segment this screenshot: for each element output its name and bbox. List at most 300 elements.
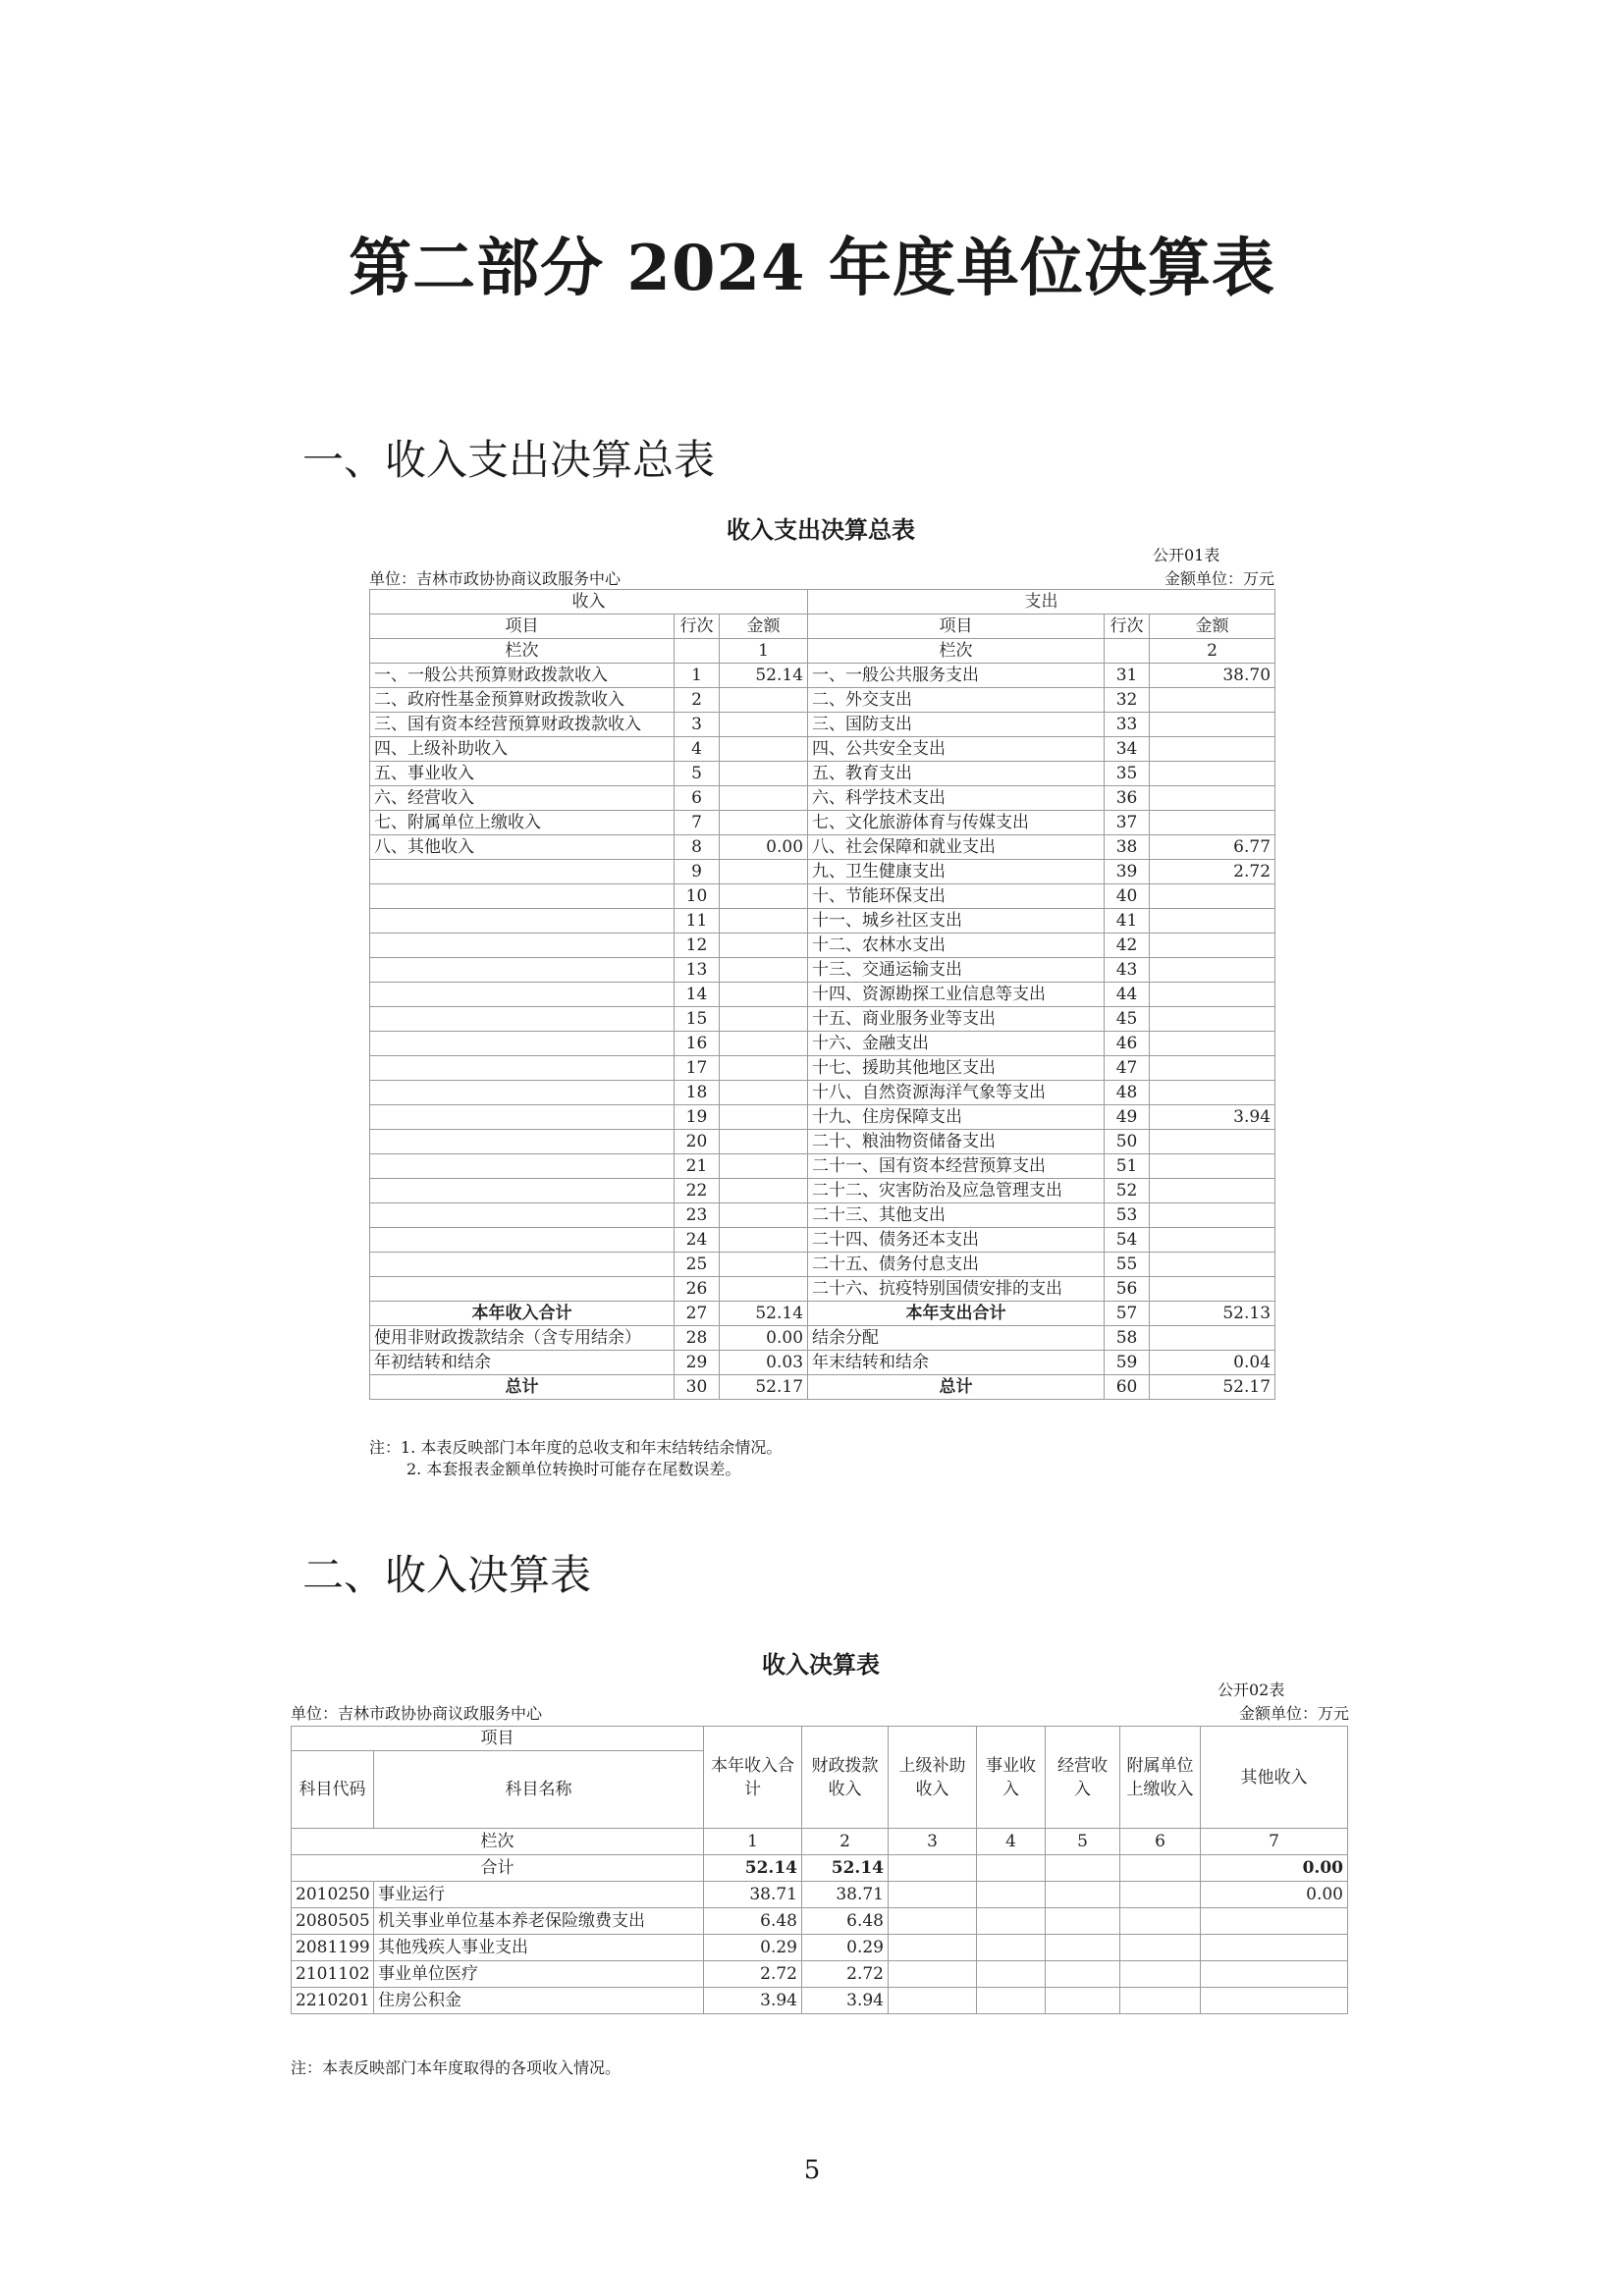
row-other-income: [1201, 1988, 1348, 2014]
table-row: [370, 1203, 1275, 1228]
expense-summary-amount: 52.17: [1150, 1375, 1275, 1400]
income-amount: [720, 958, 808, 983]
table-row: [370, 1032, 1275, 1056]
income-amount-header: 金额: [720, 614, 808, 639]
income-summary-row-no: 29: [675, 1351, 720, 1375]
table-row: [292, 1988, 1348, 2014]
income-row-no: 8: [675, 835, 720, 860]
table2-total-affiliated: [1120, 1855, 1201, 1882]
income-item: [370, 884, 675, 909]
income-row-no: 19: [675, 1105, 720, 1130]
expense-summary-row-no: 59: [1105, 1351, 1150, 1375]
income-summary-amount: 52.17: [720, 1375, 808, 1400]
code-header: 科目代码: [292, 1751, 374, 1829]
row-total-income: 2.72: [704, 1961, 802, 1988]
table2-col-no: 1: [704, 1829, 802, 1855]
income-amount: [720, 737, 808, 762]
expense-amount: [1150, 1228, 1275, 1253]
expense-row-no: 37: [1105, 811, 1150, 835]
income-amount: [720, 1081, 808, 1105]
income-summary-item: 年初结转和结余: [370, 1351, 675, 1375]
income-row-no: 21: [675, 1154, 720, 1179]
table-row: [370, 1228, 1275, 1253]
expense-amount: [1150, 1277, 1275, 1302]
expense-amount: [1150, 1081, 1275, 1105]
income-amount: 52.14: [720, 664, 808, 688]
income-row-no: 20: [675, 1130, 720, 1154]
subject-name: 机关事业单位基本养老保险缴费支出: [374, 1908, 704, 1935]
income-row-no: 16: [675, 1032, 720, 1056]
expense-item: 十四、资源勘探工业信息等支出: [808, 983, 1105, 1007]
row-affiliated-income: [1120, 1908, 1201, 1935]
page-number: 5: [803, 2156, 821, 2185]
income-amount: [720, 1007, 808, 1032]
table-row: [370, 664, 1275, 688]
income-row-no: 15: [675, 1007, 720, 1032]
table-row: [370, 1253, 1275, 1277]
expense-amount: [1150, 737, 1275, 762]
table2-form-no: 公开02表: [1218, 1681, 1285, 1699]
expense-item: 十七、援助其他地区支出: [808, 1056, 1105, 1081]
row-operating-income: [1046, 1935, 1120, 1961]
expense-amount: [1150, 1032, 1275, 1056]
table1-note1: 注：1. 本表反映部门本年度的总收支和年末结转结余情况。: [369, 1438, 783, 1457]
table2-total-other: 0.00: [1201, 1855, 1348, 1882]
expense-row-no: 38: [1105, 835, 1150, 860]
income-item: 二、政府性基金预算财政拨款收入: [370, 688, 675, 713]
expense-amount: 2.72: [1150, 860, 1275, 884]
expense-item: 十九、住房保障支出: [808, 1105, 1105, 1130]
income-summary-amount: 0.00: [720, 1326, 808, 1351]
table-row: [370, 1105, 1275, 1130]
table2-lanci-row: [292, 1829, 1348, 1855]
expense-amount: [1150, 786, 1275, 811]
expense-amount: [1150, 762, 1275, 786]
row-total-income: 38.71: [704, 1882, 802, 1908]
expense-item: 二十六、抗疫特别国债安排的支出: [808, 1277, 1105, 1302]
expense-row-no: 45: [1105, 1007, 1150, 1032]
income-row-no: 13: [675, 958, 720, 983]
expense-row-no: 35: [1105, 762, 1150, 786]
table-row: [370, 1179, 1275, 1203]
table-row: [370, 909, 1275, 934]
table2-total-upper: [889, 1855, 977, 1882]
income-amount: [720, 1277, 808, 1302]
row-fiscal-income: 38.71: [802, 1882, 889, 1908]
expense-row-no: 47: [1105, 1056, 1150, 1081]
expense-amount: [1150, 1130, 1275, 1154]
expense-amount: [1150, 884, 1275, 909]
table1-amount-unit: 金额单位：万元: [1164, 569, 1274, 588]
expense-summary-item: 总计: [808, 1375, 1105, 1400]
expense-lanci-empty: [1105, 639, 1150, 664]
income-amount: [720, 860, 808, 884]
income-row-no: 5: [675, 762, 720, 786]
income-summary-item: 使用非财政拨款结余（含专用结余）: [370, 1326, 675, 1351]
income-row-no: 10: [675, 884, 720, 909]
income-amount: [720, 983, 808, 1007]
income-item: [370, 1179, 675, 1203]
income-item: 八、其他收入: [370, 835, 675, 860]
expense-row-no: 34: [1105, 737, 1150, 762]
row-fiscal-income: 6.48: [802, 1908, 889, 1935]
income-amount: [720, 934, 808, 958]
table-row: [370, 983, 1275, 1007]
expense-amount: [1150, 811, 1275, 835]
subject-code: 2101102: [292, 1961, 374, 1988]
expense-item: 九、卫生健康支出: [808, 860, 1105, 884]
table1-header-cols: [370, 614, 1275, 639]
table2-col-no: 5: [1046, 1829, 1120, 1855]
table-row: [370, 713, 1275, 737]
expense-summary-amount: 52.13: [1150, 1302, 1275, 1326]
subject-name: 住房公积金: [374, 1988, 704, 2014]
table2-total-business: [977, 1855, 1046, 1882]
income-amount: [720, 1105, 808, 1130]
table2-amount-unit: 金额单位：万元: [1238, 1704, 1349, 1723]
table2-col-no: 7: [1201, 1829, 1348, 1855]
income-amount: [720, 786, 808, 811]
income-amount: [720, 811, 808, 835]
table-row: [370, 1154, 1275, 1179]
row-total-income: 0.29: [704, 1935, 802, 1961]
income-summary-item: 总计: [370, 1375, 675, 1400]
income-expense-summary-table: [369, 589, 1275, 1400]
income-item-header: 项目: [370, 614, 675, 639]
expense-amount: [1150, 909, 1275, 934]
expense-row-no: 44: [1105, 983, 1150, 1007]
operating-income-header: 经营收入: [1046, 1727, 1120, 1829]
row-affiliated-income: [1120, 1988, 1201, 2014]
table2-total-income: 52.14: [704, 1855, 802, 1882]
row-business-income: [977, 1961, 1046, 1988]
expense-amount: [1150, 1179, 1275, 1203]
expense-header: 支出: [808, 590, 1275, 614]
income-item: 七、附属单位上缴收入: [370, 811, 675, 835]
income-item: [370, 909, 675, 934]
table1-title: 收入支出决算总表: [727, 516, 915, 544]
table2-note: 注：本表反映部门本年度取得的各项收入情况。: [291, 2058, 622, 2077]
expense-summary-amount: [1150, 1326, 1275, 1351]
income-row-no: 25: [675, 1253, 720, 1277]
income-row-no: 26: [675, 1277, 720, 1302]
income-item: 五、事业收入: [370, 762, 675, 786]
table-row: [292, 1961, 1348, 1988]
table-row: [292, 1908, 1348, 1935]
total-income-header: 本年收入合计: [704, 1727, 802, 1829]
expense-amount: [1150, 1007, 1275, 1032]
expense-item: 六、科学技术支出: [808, 786, 1105, 811]
table-row: [370, 1007, 1275, 1032]
subject-code: 2081199: [292, 1935, 374, 1961]
income-item: 三、国有资本经营预算财政拨款收入: [370, 713, 675, 737]
income-summary-item: 本年收入合计: [370, 1302, 675, 1326]
income-row-no: 4: [675, 737, 720, 762]
income-amount: [720, 1130, 808, 1154]
expense-item: 四、公共安全支出: [808, 737, 1105, 762]
expense-row-no: 40: [1105, 884, 1150, 909]
expense-row-no: 56: [1105, 1277, 1150, 1302]
other-income-header: 其他收入: [1201, 1727, 1348, 1829]
income-item: [370, 860, 675, 884]
expense-item: 十五、商业服务业等支出: [808, 1007, 1105, 1032]
row-affiliated-income: [1120, 1961, 1201, 1988]
income-row-no: 18: [675, 1081, 720, 1105]
table-row: [292, 1935, 1348, 1961]
income-row-no: 2: [675, 688, 720, 713]
table-row: [370, 786, 1275, 811]
income-row-no: 11: [675, 909, 720, 934]
table1-lanci-row: [370, 639, 1275, 664]
expense-row-no: 42: [1105, 934, 1150, 958]
subject-code: 2210201: [292, 1988, 374, 2014]
expense-amount: 3.94: [1150, 1105, 1275, 1130]
table2-col-no: 6: [1120, 1829, 1201, 1855]
row-business-income: [977, 1882, 1046, 1908]
table1-header-group: [370, 590, 1275, 614]
table2-unit: 单位：吉林市政协协商议政服务中心: [291, 1704, 543, 1723]
row-operating-income: [1046, 1908, 1120, 1935]
expense-amount: [1150, 1253, 1275, 1277]
expense-amount: [1150, 934, 1275, 958]
row-business-income: [977, 1988, 1046, 2014]
income-item: [370, 1105, 675, 1130]
expense-item: 十六、金融支出: [808, 1032, 1105, 1056]
income-amount: [720, 1179, 808, 1203]
income-summary-amount: 0.03: [720, 1351, 808, 1375]
row-upper-subsidy: [889, 1988, 977, 2014]
table-row: [370, 934, 1275, 958]
subject-name: 其他残疾人事业支出: [374, 1935, 704, 1961]
section2-heading: 二、收入决算表: [302, 1551, 592, 1599]
fiscal-income-header: 财政拨款收入: [802, 1727, 889, 1829]
table-row: [370, 1277, 1275, 1302]
row-affiliated-income: [1120, 1882, 1201, 1908]
summary-row: [370, 1375, 1275, 1400]
income-summary-row-no: 27: [675, 1302, 720, 1326]
expense-row-no: 53: [1105, 1203, 1150, 1228]
table2-lanci-label: 栏次: [292, 1829, 704, 1855]
expense-amount: 6.77: [1150, 835, 1275, 860]
table-row: [292, 1882, 1348, 1908]
income-item: 六、经营收入: [370, 786, 675, 811]
expense-row-no: 41: [1105, 909, 1150, 934]
expense-summary-item: 本年支出合计: [808, 1302, 1105, 1326]
income-amount: [720, 909, 808, 934]
expense-row-no-header: 行次: [1105, 614, 1150, 639]
income-row-no-header: 行次: [675, 614, 720, 639]
expense-row-no: 33: [1105, 713, 1150, 737]
income-lanci-empty: [675, 639, 720, 664]
row-other-income: [1201, 1908, 1348, 1935]
affiliated-income-header: 附属单位上缴收入: [1120, 1727, 1201, 1829]
income-item: [370, 1032, 675, 1056]
expense-row-no: 36: [1105, 786, 1150, 811]
expense-summary-row-no: 60: [1105, 1375, 1150, 1400]
income-header: 收入: [370, 590, 808, 614]
expense-item: 八、社会保障和就业支出: [808, 835, 1105, 860]
expense-row-no: 55: [1105, 1253, 1150, 1277]
table-row: [370, 835, 1275, 860]
income-row-no: 3: [675, 713, 720, 737]
row-business-income: [977, 1935, 1046, 1961]
income-row-no: 6: [675, 786, 720, 811]
expense-amount: 38.70: [1150, 664, 1275, 688]
income-final-table: [291, 1726, 1348, 2014]
income-amount: 0.00: [720, 835, 808, 860]
income-col-no: 1: [720, 639, 808, 664]
table-row: [370, 860, 1275, 884]
income-row-no: 7: [675, 811, 720, 835]
row-total-income: 3.94: [704, 1988, 802, 2014]
table2-total-operating: [1046, 1855, 1120, 1882]
table-row: [370, 811, 1275, 835]
row-total-income: 6.48: [704, 1908, 802, 1935]
expense-item: 五、教育支出: [808, 762, 1105, 786]
table2-title: 收入决算表: [762, 1651, 880, 1679]
expense-item: 二十一、国有资本经营预算支出: [808, 1154, 1105, 1179]
income-row-no: 1: [675, 664, 720, 688]
expense-summary-row-no: 58: [1105, 1326, 1150, 1351]
row-other-income: 0.00: [1201, 1882, 1348, 1908]
row-operating-income: [1046, 1988, 1120, 2014]
expense-amount: [1150, 983, 1275, 1007]
income-item: [370, 1130, 675, 1154]
expense-lanci-label: 栏次: [808, 639, 1105, 664]
row-fiscal-income: 0.29: [802, 1935, 889, 1961]
expense-row-no: 39: [1105, 860, 1150, 884]
expense-item: 十一、城乡社区支出: [808, 909, 1105, 934]
income-amount: [720, 884, 808, 909]
section1-heading: 一、收入支出决算总表: [302, 436, 716, 484]
income-item: [370, 1056, 675, 1081]
income-item: [370, 983, 675, 1007]
expense-item: 七、文化旅游体育与传媒支出: [808, 811, 1105, 835]
expense-row-no: 49: [1105, 1105, 1150, 1130]
income-amount: [720, 688, 808, 713]
expense-amount: [1150, 713, 1275, 737]
expense-item: 十三、交通运输支出: [808, 958, 1105, 983]
income-amount: [720, 1056, 808, 1081]
table2-col-no: 3: [889, 1829, 977, 1855]
table1-unit: 单位：吉林市政协协商议政服务中心: [369, 569, 622, 588]
row-upper-subsidy: [889, 1882, 977, 1908]
income-row-no: 24: [675, 1228, 720, 1253]
income-item: [370, 1007, 675, 1032]
table2-header-item-row: [292, 1727, 1348, 1751]
subject-code: 2080505: [292, 1908, 374, 1935]
expense-item: 二十二、灾害防治及应急管理支出: [808, 1179, 1105, 1203]
subject-name: 事业运行: [374, 1882, 704, 1908]
expense-amount: [1150, 1203, 1275, 1228]
expense-item: 二、外交支出: [808, 688, 1105, 713]
table-row: [370, 1081, 1275, 1105]
table2-total-label: 合计: [292, 1855, 704, 1882]
income-item: [370, 1277, 675, 1302]
table2-col-no: 4: [977, 1829, 1046, 1855]
income-summary-amount: 52.14: [720, 1302, 808, 1326]
expense-item: 三、国防支出: [808, 713, 1105, 737]
expense-row-no: 31: [1105, 664, 1150, 688]
income-row-no: 14: [675, 983, 720, 1007]
table-row: [370, 1056, 1275, 1081]
table1-form-no: 公开01表: [1153, 546, 1220, 564]
table-row: [370, 958, 1275, 983]
income-summary-row-no: 28: [675, 1326, 720, 1351]
table2-total-fiscal: 52.14: [802, 1855, 889, 1882]
income-item: [370, 958, 675, 983]
row-other-income: [1201, 1961, 1348, 1988]
expense-item: 二十五、债务付息支出: [808, 1253, 1105, 1277]
row-affiliated-income: [1120, 1935, 1201, 1961]
income-row-no: 17: [675, 1056, 720, 1081]
income-item: 四、上级补助收入: [370, 737, 675, 762]
expense-row-no: 50: [1105, 1130, 1150, 1154]
income-amount: [720, 713, 808, 737]
expense-amount-header: 金额: [1150, 614, 1275, 639]
expense-amount: [1150, 1154, 1275, 1179]
expense-row-no: 46: [1105, 1032, 1150, 1056]
income-amount: [720, 1203, 808, 1228]
summary-row: [370, 1326, 1275, 1351]
subject-name: 事业单位医疗: [374, 1961, 704, 1988]
row-fiscal-income: 2.72: [802, 1961, 889, 1988]
row-operating-income: [1046, 1961, 1120, 1988]
income-amount: [720, 1228, 808, 1253]
expense-item: 十八、自然资源海洋气象等支出: [808, 1081, 1105, 1105]
business-income-header: 事业收入: [977, 1727, 1046, 1829]
income-item: [370, 1253, 675, 1277]
income-row-no: 9: [675, 860, 720, 884]
table-row: [370, 884, 1275, 909]
expense-amount: [1150, 958, 1275, 983]
expense-amount: [1150, 1056, 1275, 1081]
expense-row-no: 43: [1105, 958, 1150, 983]
table2-col-no: 2: [802, 1829, 889, 1855]
upper-subsidy-header: 上级补助收入: [889, 1727, 977, 1829]
expense-summary-row-no: 57: [1105, 1302, 1150, 1326]
subject-code: 2010250: [292, 1882, 374, 1908]
expense-row-no: 52: [1105, 1179, 1150, 1203]
table1-note2: 2. 本套报表金额单位转换时可能存在尾数误差。: [406, 1460, 741, 1478]
expense-item: 十二、农林水支出: [808, 934, 1105, 958]
expense-amount: [1150, 688, 1275, 713]
income-item: [370, 1228, 675, 1253]
expense-item: 二十四、债务还本支出: [808, 1228, 1105, 1253]
table2-total-row: [292, 1855, 1348, 1882]
income-item: [370, 1203, 675, 1228]
income-amount: [720, 1253, 808, 1277]
expense-summary-amount: 0.04: [1150, 1351, 1275, 1375]
row-upper-subsidy: [889, 1961, 977, 1988]
table-row: [370, 1130, 1275, 1154]
summary-row: [370, 1351, 1275, 1375]
row-business-income: [977, 1908, 1046, 1935]
income-row-no: 12: [675, 934, 720, 958]
expense-col-no: 2: [1150, 639, 1275, 664]
income-lanci-label: 栏次: [370, 639, 675, 664]
income-amount: [720, 1154, 808, 1179]
expense-item: 一、一般公共服务支出: [808, 664, 1105, 688]
row-other-income: [1201, 1935, 1348, 1961]
expense-summary-item: 年末结转和结余: [808, 1351, 1105, 1375]
income-amount: [720, 1032, 808, 1056]
table-row: [370, 762, 1275, 786]
income-summary-row-no: 30: [675, 1375, 720, 1400]
expense-row-no: 54: [1105, 1228, 1150, 1253]
expense-summary-item: 结余分配: [808, 1326, 1105, 1351]
income-item: [370, 934, 675, 958]
